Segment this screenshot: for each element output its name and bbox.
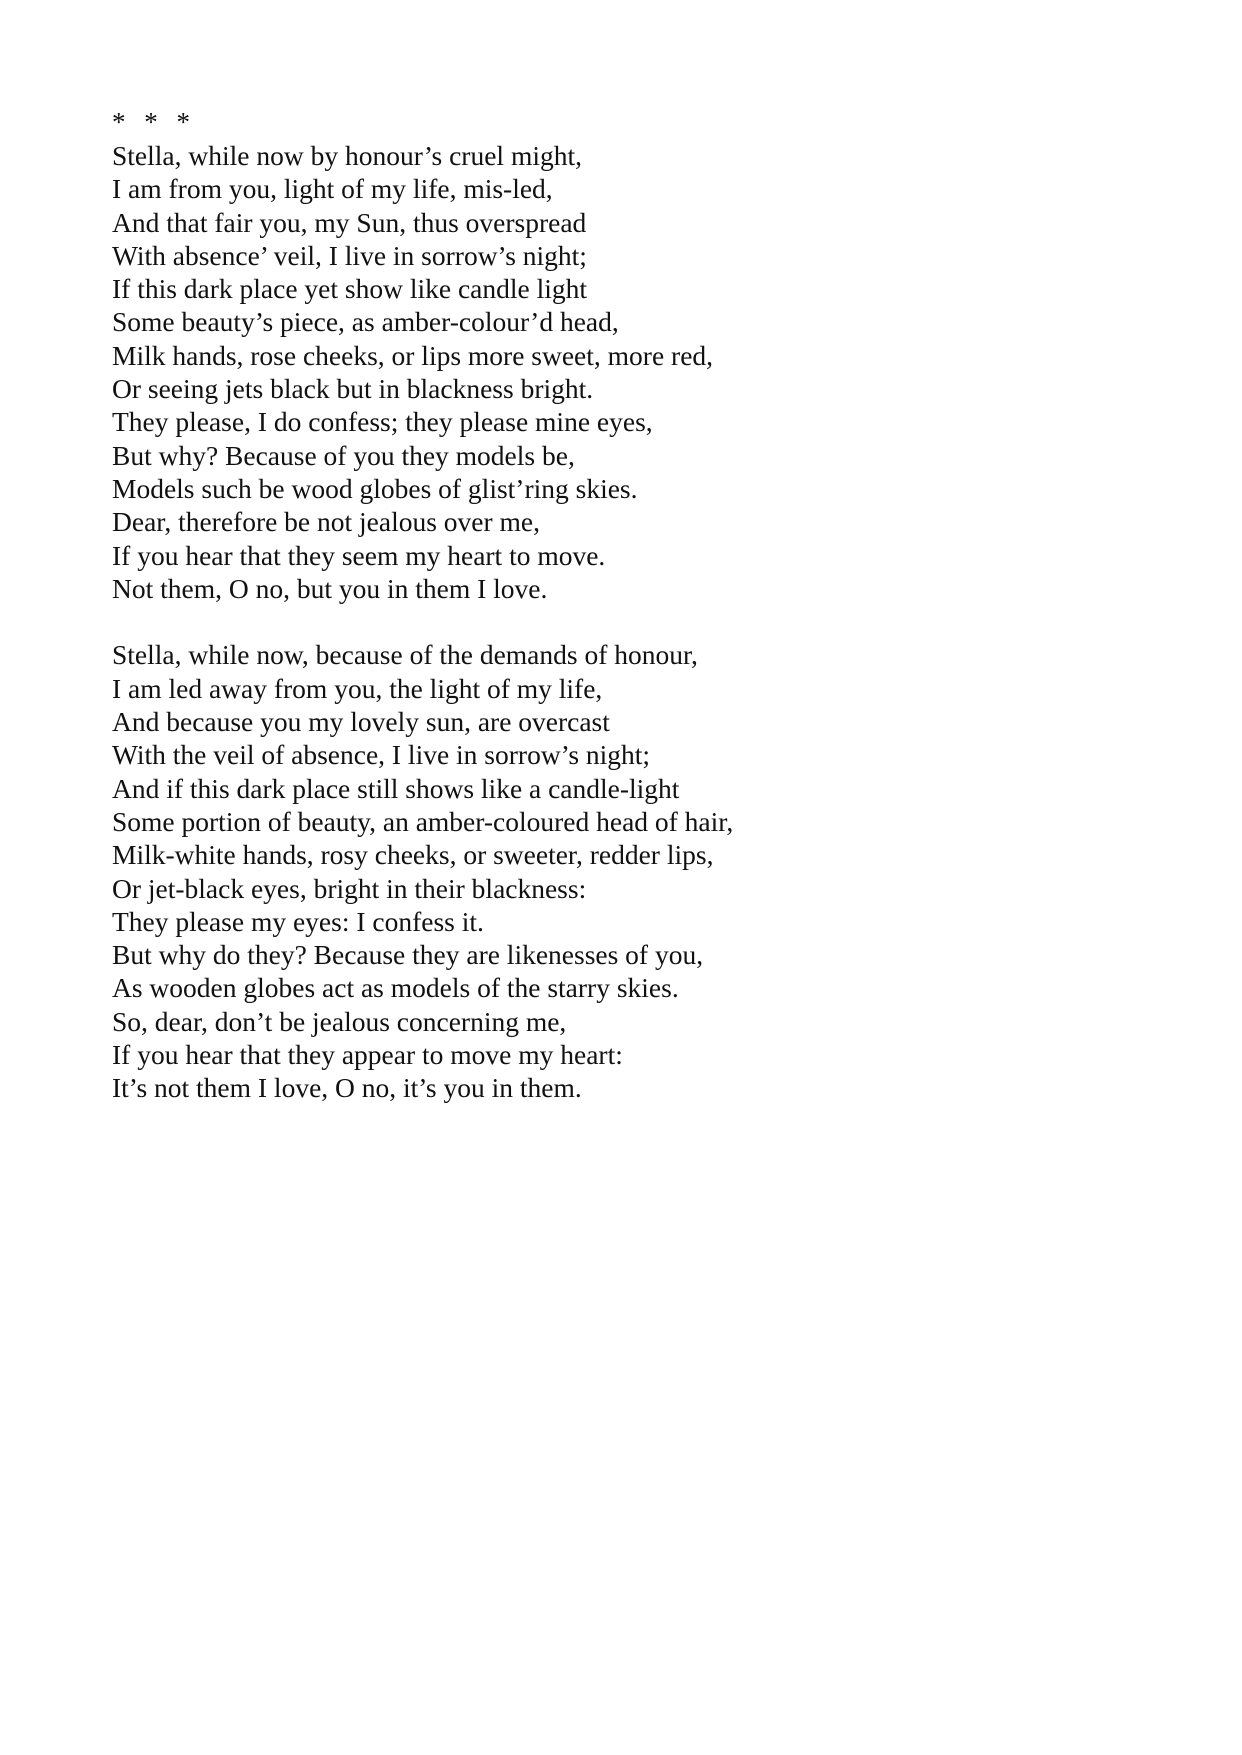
poem-line: As wooden globes act as models of the starry skies. <box>112 972 679 1004</box>
section-separator: * * * <box>112 107 196 137</box>
poem-line: I am led away from you, the light of my life, <box>112 672 603 704</box>
poem-line: Some portion of beauty, an amber-coloured head of hair, <box>112 805 734 837</box>
stanza-gap <box>112 605 1112 638</box>
poem-line: Stella, while now, because of the demands of honour, <box>112 639 698 671</box>
poem-line: And that fair you, my Sun, thus overspread <box>112 206 587 238</box>
poem-line: And if this dark place still shows like a candle-light <box>112 772 680 804</box>
stanza-original <box>112 139 1112 605</box>
poem-line: But why do they? Because they are likenesses of you, <box>112 939 704 971</box>
poem-content <box>112 106 1112 1105</box>
poem-line: But why? Because of you they models be, <box>112 439 575 471</box>
poem-line: They please my eyes: I confess it. <box>112 905 484 937</box>
poem-line: They please, I do confess; they please mine eyes, <box>112 406 653 438</box>
poem-line: So, dear, don’t be jealous concerning me, <box>112 1005 567 1037</box>
poem-line: Not them, O no, but you in them I love. <box>112 572 548 604</box>
poem-line: It’s not them I love, O no, it’s you in them. <box>112 1072 582 1104</box>
poem-line: If this dark place yet show like candle light <box>112 273 587 305</box>
poem-line: Models such be wood globes of glist’ring skies. <box>112 472 638 504</box>
poem-line: If you hear that they seem my heart to move. <box>112 539 606 571</box>
poem-line: Milk-white hands, rosy cheeks, or sweeter, redder lips, <box>112 839 714 871</box>
poem-line: With the veil of absence, I live in sorrow’s night; <box>112 739 651 771</box>
poem-line: I am from you, light of my life, mis-led, <box>112 173 553 205</box>
poem-line: If you hear that they appear to move my heart: <box>112 1039 623 1071</box>
poem-line: Or seeing jets black but in blackness bright. <box>112 373 594 405</box>
poem-line: Stella, while now by honour’s cruel might, <box>112 140 582 171</box>
poem-line: Or jet-black eyes, bright in their blackness: <box>112 872 587 904</box>
poem-line: Dear, therefore be not jealous over me, <box>112 506 541 538</box>
poem-line: And because you my lovely sun, are overcast <box>112 706 610 738</box>
poem-line: Some beauty’s piece, as amber-colour’d head, <box>112 306 619 338</box>
poem-line: With absence’ veil, I live in sorrow’s night; <box>112 239 587 271</box>
stanza-modern <box>112 638 1112 1104</box>
poem-line: Milk hands, rose cheeks, or lips more sweet, more red, <box>112 339 714 371</box>
